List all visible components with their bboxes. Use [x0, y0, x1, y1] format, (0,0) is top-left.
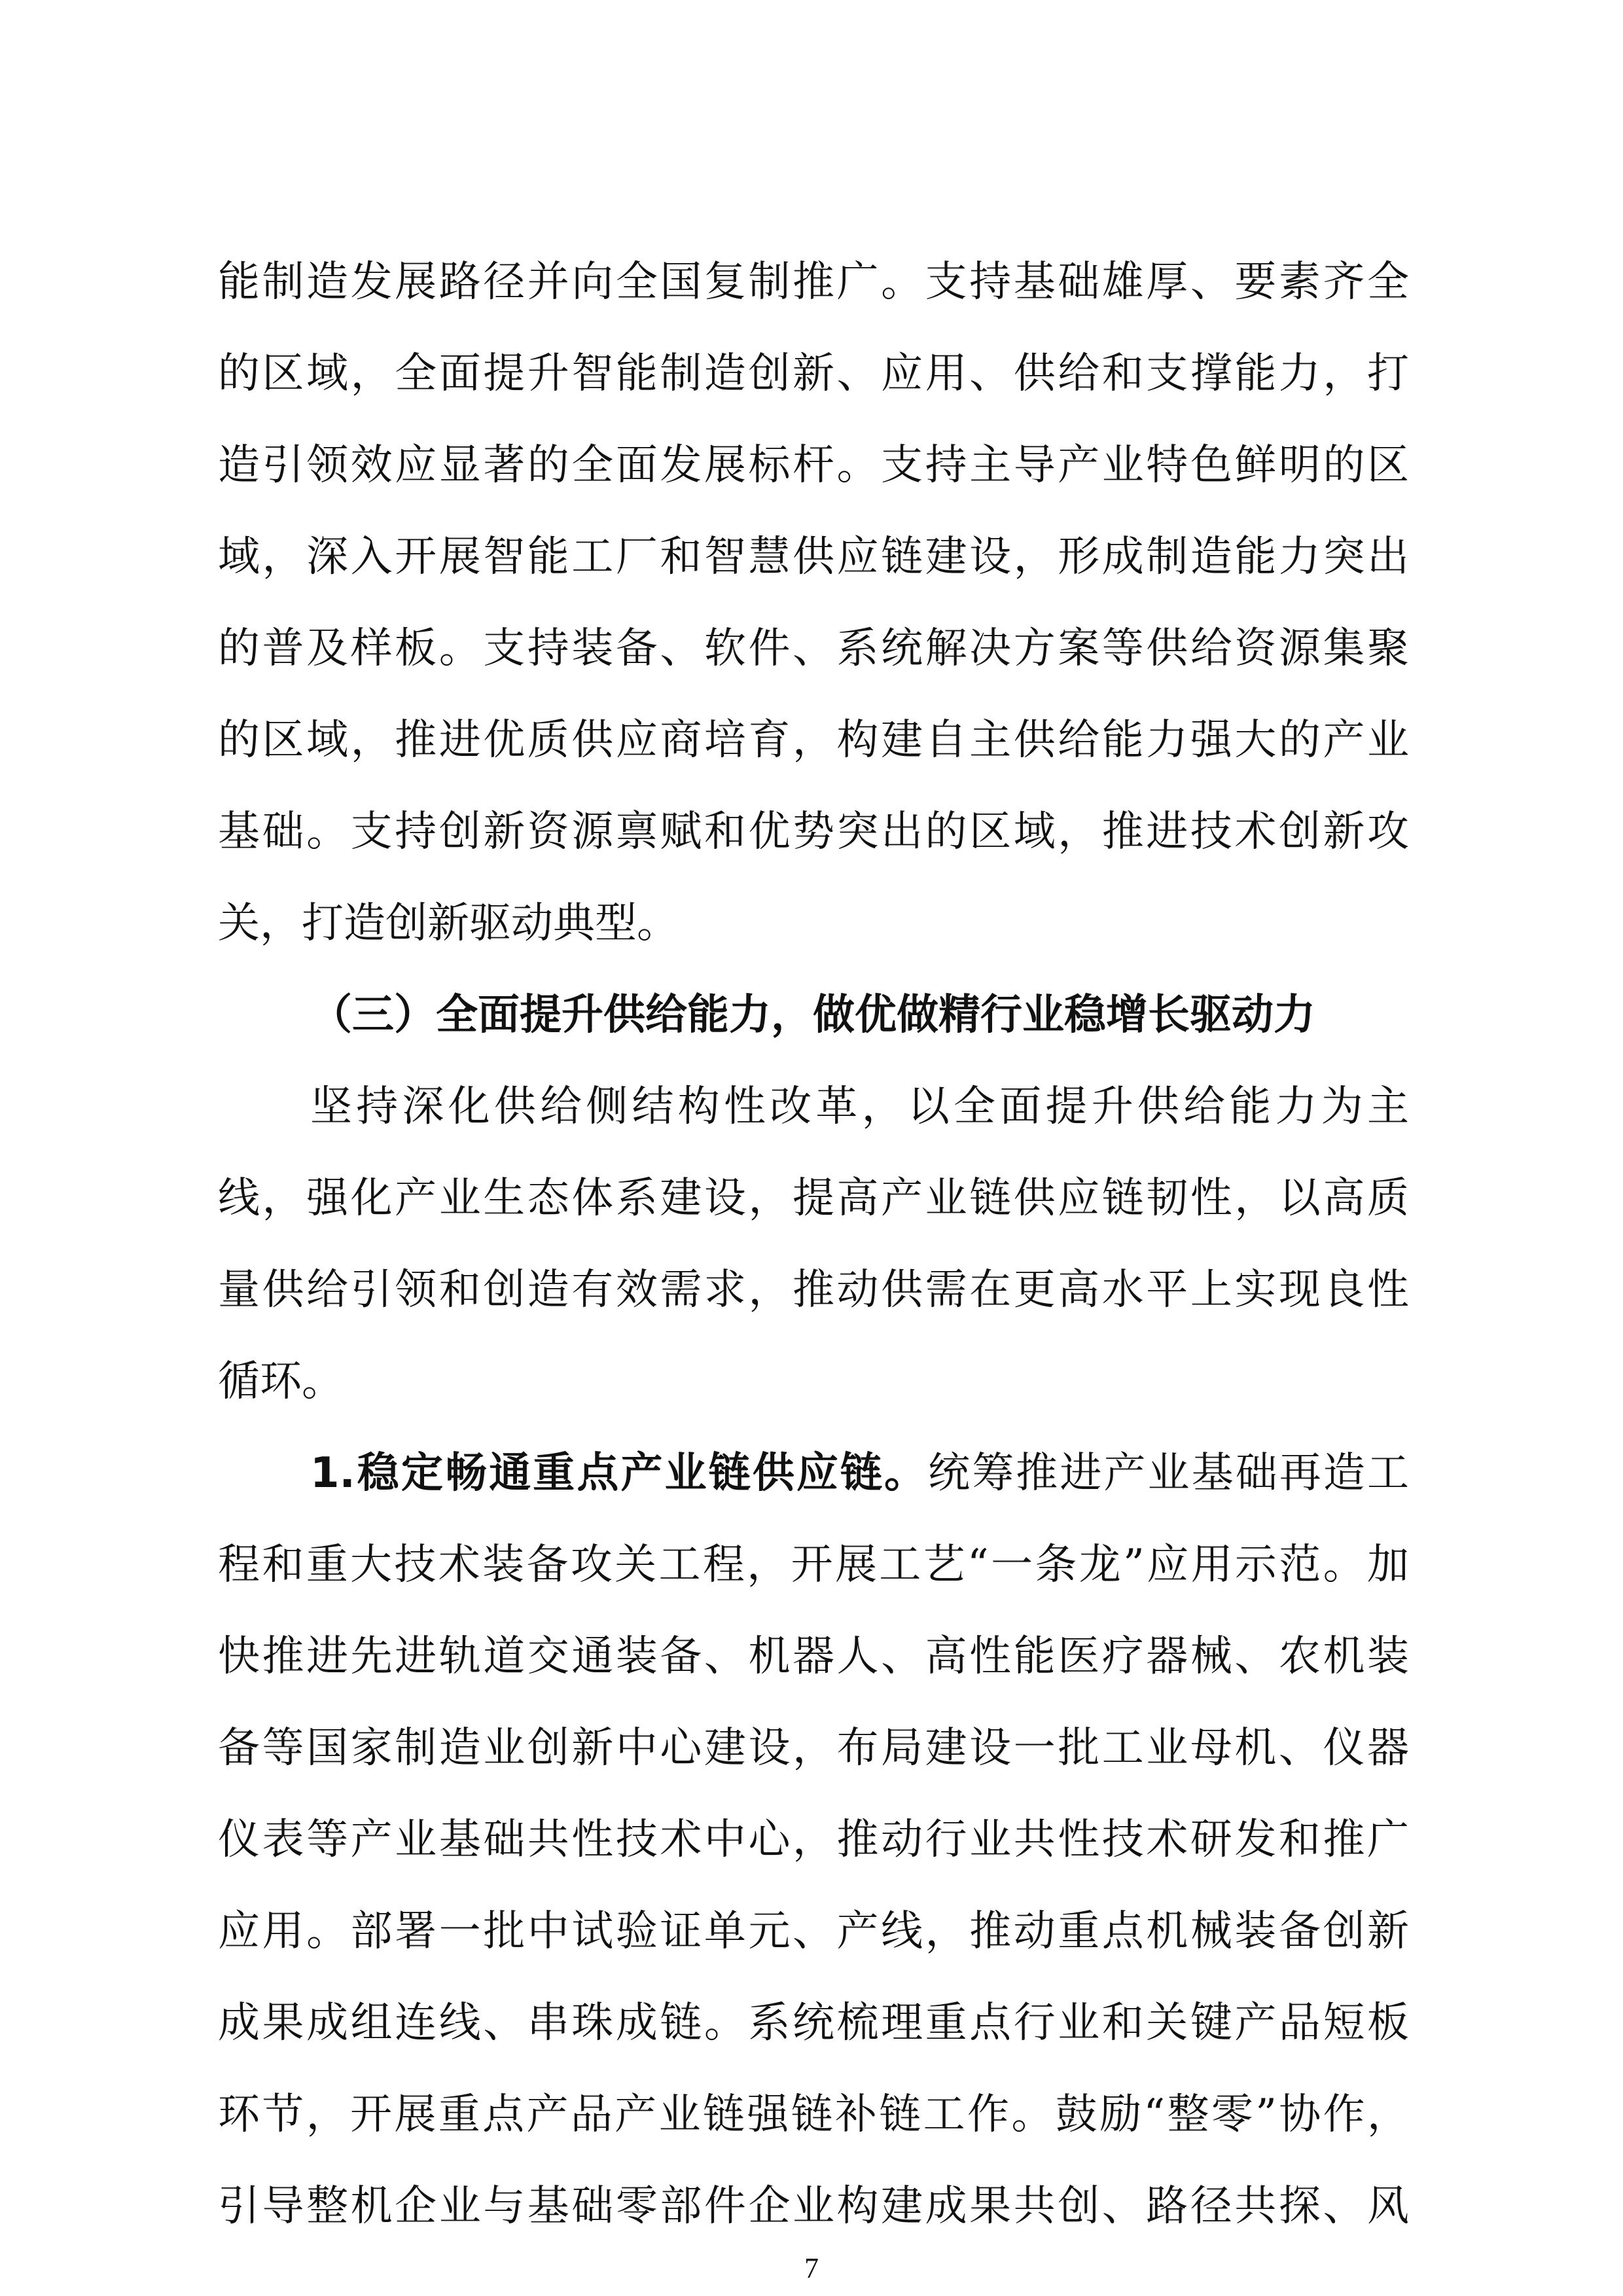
- body-text-line: 的普及样板。支持装备、软件、系统解决方案等供给资源集聚: [218, 624, 1409, 673]
- body-text-line: 造引领效应显著的全面发展标杆。支持主导产业特色鲜明的区: [218, 441, 1409, 490]
- body-text-line: 循环。: [218, 1357, 344, 1406]
- body-text-line: 的区域，全面提升智能制造创新、应用、供给和支撑能力，打: [218, 350, 1409, 398]
- item-first-line-rest: 统筹推进产业基础再造工: [928, 1449, 1410, 1498]
- section-heading: （三）全面提升供给能力，做优做精行业稳增长驱动力: [310, 991, 1315, 1039]
- body-text-line: 程和重大技术装备攻关工程，开展工艺“一条龙”应用示范。加: [218, 1541, 1409, 1589]
- body-text-line: 成果成组连线、串珠成链。系统梳理重点行业和关键产品短板: [218, 1999, 1409, 2047]
- body-text-line: 线，强化产业生态体系建设，提高产业链供应链韧性，以高质: [218, 1174, 1409, 1223]
- page-number: 7: [804, 2252, 819, 2284]
- body-text-line: 引导整机企业与基础零部件企业构建成果共创、路径共探、风: [218, 2182, 1409, 2231]
- body-text-line: 坚持深化供给侧结构性改革，以全面提升供给能力为主: [310, 1083, 1409, 1131]
- body-text-line: 关，打造创新驱动典型。: [218, 899, 679, 948]
- body-text-line: 的区域，推进优质供应商培育，构建自主供给能力强大的产业: [218, 716, 1409, 764]
- body-text-line: 量供给引领和创造有效需求，推动供需在更高水平上实现良性: [218, 1266, 1409, 1314]
- body-text-line: 快推进先进轨道交通装备、机器人、高性能医疗器械、农机装: [218, 1632, 1409, 1681]
- item-first-line: [310, 1427, 1409, 1519]
- body-text-line: 域，深入开展智能工厂和智慧供应链建设，形成制造能力突出: [218, 533, 1409, 581]
- body-text-line: 基础。支持创新资源禀赋和优势突出的区域，推进技术创新攻: [218, 808, 1409, 856]
- body-text-line: 仪表等产业基础共性技术中心，推动行业共性技术研发和推广: [218, 1816, 1409, 1864]
- body-text-line: 备等国家制造业创新中心建设，布局建设一批工业母机、仪器: [218, 1724, 1409, 1772]
- body-text-line: 应用。部署一批中试验证单元、产线，推动重点机械装备创新: [218, 1907, 1409, 1956]
- body-text-line: 环节，开展重点产品产业链强链补链工作。鼓励“整零”协作，: [218, 2090, 1409, 2139]
- item-lead-text: 1.稳定畅通重点产业链供应链。: [310, 1449, 929, 1498]
- body-text-line: 能制造发展路径并向全国复制推广。支持基础雄厚、要素齐全: [218, 258, 1409, 306]
